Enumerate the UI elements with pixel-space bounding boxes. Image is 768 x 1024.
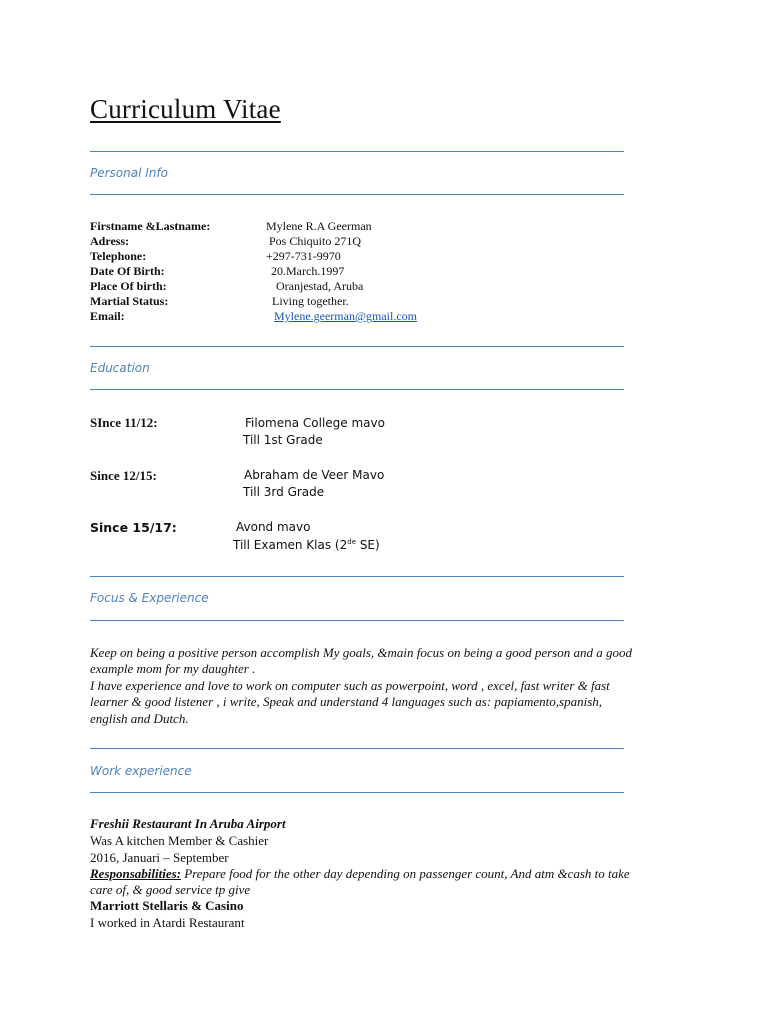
focus-paragraph-line: english and Dutch.: [90, 711, 189, 726]
info-value-status: Living together.: [272, 294, 349, 308]
section-heading-education: Education: [90, 361, 150, 375]
section-heading-personal: Personal Info: [90, 166, 168, 180]
job-title: Freshii Restaurant In Aruba Airport: [90, 816, 286, 831]
info-label-telephone: Telephone:: [90, 249, 147, 263]
job-title: Marriott Stellaris & Casino: [90, 898, 244, 913]
info-label-dob: Date Of Birth:: [90, 264, 165, 278]
education-school: Avond mavo: [236, 520, 311, 534]
info-value-address: Pos Chiquito 271Q: [269, 234, 362, 248]
education-detail: Till Examen Klas (2de SE): [233, 538, 380, 552]
section-divider: [90, 576, 624, 577]
job-responsibilities: Responsabilities: Prepare food for the other day depending on passenger count, And atm &cash to take: [90, 866, 630, 881]
job-role: Was A kitchen Member & Cashier: [90, 833, 269, 848]
section-heading-focus: Focus & Experience: [90, 591, 209, 605]
document-title: Curriculum Vitae: [90, 94, 281, 124]
section-divider: [90, 346, 624, 347]
education-period: Since 15/17:: [90, 520, 177, 535]
education-period: SInce 11/12:: [90, 415, 158, 430]
section-divider: [90, 151, 624, 152]
job-responsibilities-cont: care of, & good service tp give: [90, 882, 251, 897]
focus-paragraph-line: I have experience and love to work on computer such as powerpoint, word , excel, fast writer & fast: [90, 678, 610, 693]
info-label-address: Adress:: [90, 234, 130, 248]
focus-paragraph-line: Keep on being a positive person accomplish My goals, &main focus on being a good person and a good: [90, 645, 632, 660]
section-divider: [90, 194, 624, 195]
info-value-pob: Oranjestad, Aruba: [276, 279, 364, 293]
info-label-pob: Place Of birth:: [90, 279, 167, 293]
email-link[interactable]: Mylene.geerman@gmail.com: [274, 309, 418, 323]
job-role: I worked in Atardi Restaurant: [90, 915, 245, 930]
job-dates: 2016, Januari – September: [90, 850, 229, 865]
section-divider: [90, 792, 624, 793]
focus-paragraph-line: example mom for my daughter .: [90, 661, 256, 676]
info-value-telephone: +297-731-9970: [266, 249, 341, 263]
education-detail: Till 1st Grade: [243, 433, 323, 447]
education-school: Abraham de Veer Mavo: [244, 468, 385, 482]
section-heading-work: Work experience: [90, 764, 192, 778]
info-label-email: Email:: [90, 309, 125, 323]
education-period: Since 12/15:: [90, 468, 157, 483]
section-divider: [90, 389, 624, 390]
section-divider: [90, 748, 624, 749]
education-school: Filomena College mavo: [245, 416, 385, 430]
section-divider: [90, 620, 624, 621]
info-label-name: Firstname &Lastname:: [90, 219, 211, 233]
info-value-dob: 20.March.1997: [271, 264, 345, 278]
focus-paragraph-line: learner & good listener , i write, Speak and understand 4 languages such as: papiamento,spanish,: [90, 694, 603, 709]
info-value-name: Mylene R.A Geerman: [266, 219, 372, 233]
info-label-status: Martial Status:: [90, 294, 169, 308]
responsibilities-label: Responsabilities:: [90, 866, 182, 881]
education-detail: Till 3rd Grade: [243, 485, 325, 499]
